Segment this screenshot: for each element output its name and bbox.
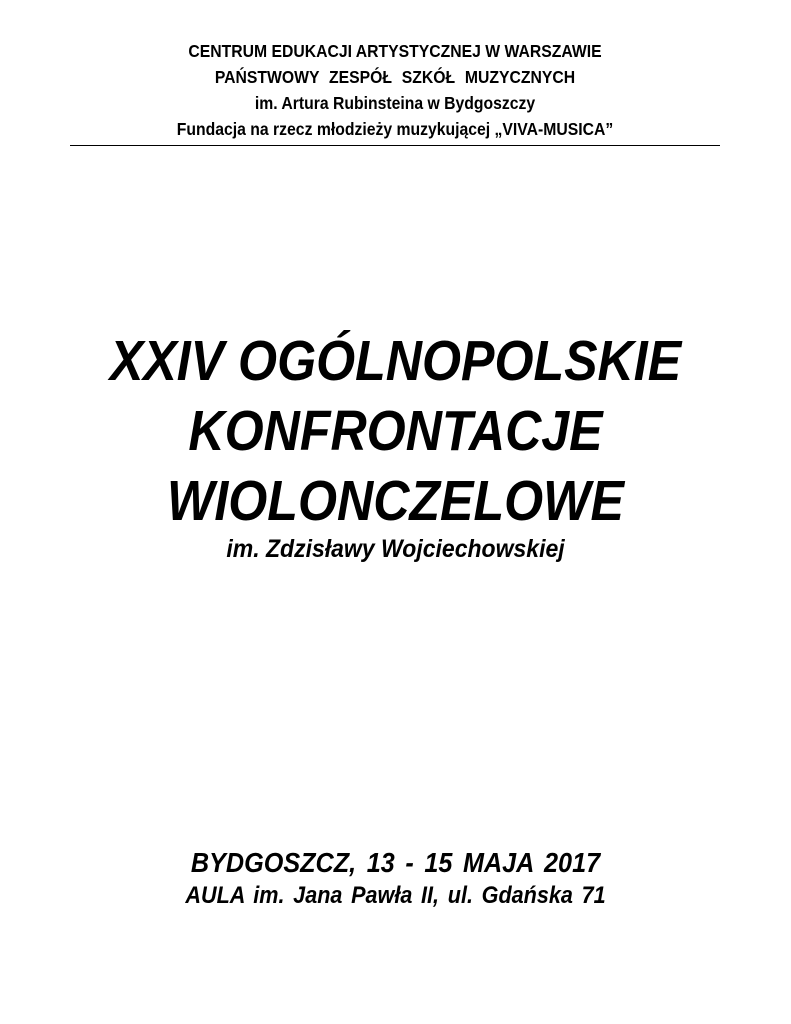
header-divider (70, 145, 720, 146)
institution-header (70, 38, 720, 142)
title-line-3: WIOLONCZELOWE (167, 469, 624, 533)
event-venue: AULA im. Jana Pawła II, ul. Gdańska 71 (185, 882, 606, 909)
title-subtitle: im. Zdzisławy Wojciechowskiej (226, 535, 565, 563)
title-line-1: XXIV OGÓLNOPOLSKIE (109, 329, 682, 393)
event-details (20, 845, 771, 911)
competition-title (20, 326, 771, 564)
header-line-foundation: Fundacja na rzecz młodzieży muzykującej „VIVA-MUSICA” (176, 119, 614, 139)
header-line-school: PAŃSTWOWY ZESPÓŁ SZKÓŁ MUZYCZNYCH (214, 67, 576, 87)
title-line-2: KONFRONTACJE (188, 399, 603, 463)
header-line-school-name: im. Artura Rubinsteina w Bydgoszczy (254, 93, 536, 113)
header-line-institution: CENTRUM EDUKACJI ARTYSTYCZNEJ W WARSZAWIE (188, 41, 602, 61)
event-place-date: BYDGOSZCZ, 13 - 15 MAJA 2017 (190, 847, 601, 878)
